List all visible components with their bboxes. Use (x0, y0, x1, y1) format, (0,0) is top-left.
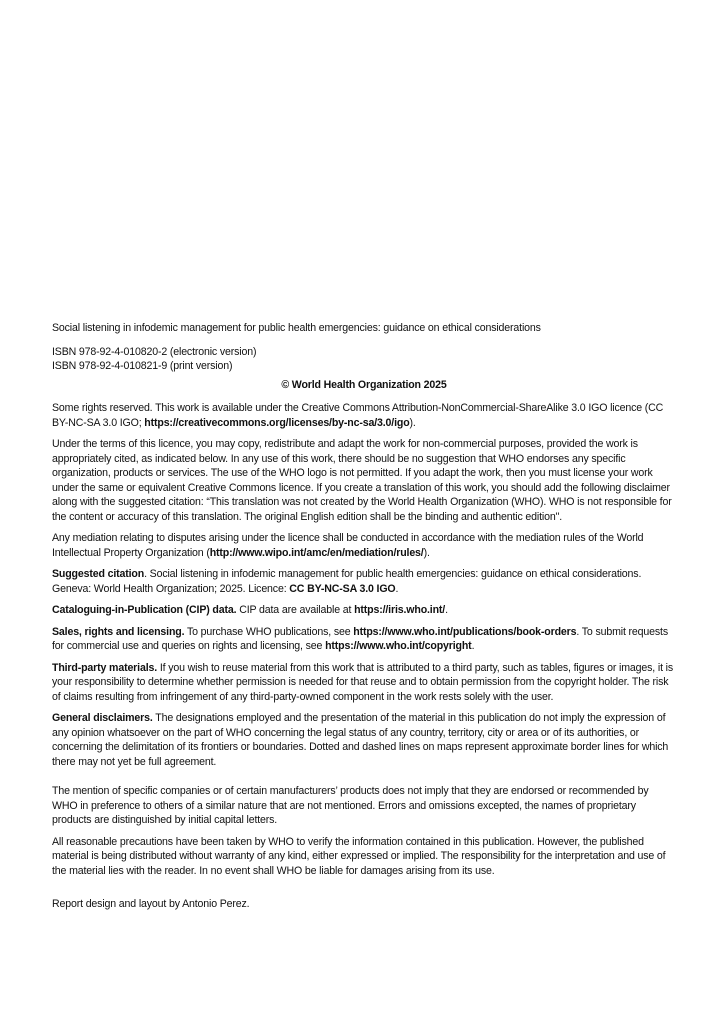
rights-end: ). (409, 416, 416, 429)
copyright-notice: © World Health Organization 2025 (281, 378, 447, 391)
third-party-heading: Third-party materials. (52, 661, 158, 674)
mediation-end: ). (423, 546, 430, 559)
citation-licence: CC BY-NC-SA 3.0 IGO (289, 582, 396, 595)
book-orders-link[interactable]: https://www.who.int/publications/book-orders (353, 625, 577, 638)
cip-text: CIP data are available at (236, 604, 355, 616)
third-party-text: If you wish to reuse material from this work that is attributed to a third party, such as tables, figures or images, it is your responsibility to determine whether permission is needed for that reuse and to obtain permission from the copyright holder. The risk of claims resulting from infringement of any third-party-owned component in the work rests solely with the user. (52, 661, 674, 703)
mediation-text: Any mediation relating to disputes arising under the licence shall be conducted in accordance with the mediation rules of the World Intellectual Property Organization ( (52, 532, 644, 559)
general-disclaimers-paragraph (52, 711, 676, 769)
general-disclaimers-heading: General disclaimers. (52, 712, 153, 724)
general-disclaimers-text: The designations employed and the presentation of the material in this publication do not imply the expression of any opinion whatsoever on the part of WHO concerning the legal status of any country, territory, city or area or of its authorities, or concerning the delimitation of its frontiers or boundaries. Dotted and dashed lines on maps represent approximate border lines for which there may not yet be full agreement. (52, 712, 669, 768)
citation-heading: Suggested citation (52, 568, 145, 580)
citation-text: . Social listening in infodemic management for public health emergencies: guidance on ethical considerations. Geneva: World Health Organization; 2025. Licence: (52, 568, 642, 595)
imprint-content (52, 321, 676, 919)
cip-end: . (445, 604, 448, 616)
mention-paragraph: The mention of specific companies or of certain manufacturers’ products does not imply that they are endorsed or recommended by WHO in preference to others of a similar nature that are not mentioned. Errors and omissions excepted, the names of proprietary products are distinguished by initial capital letters. (52, 785, 649, 826)
copyright-link[interactable]: https://www.who.int/copyright (325, 640, 472, 652)
sales-text-2: . To submit requests for commercial use and queries on rights and licensing, see (52, 625, 668, 652)
document-title: Social listening in infodemic management for public health emergencies: guidance on ethical considerations (52, 322, 541, 334)
iris-link[interactable]: https://iris.who.int/ (354, 604, 446, 616)
terms-paragraph: Under the terms of this licence, you may copy, redistribute and adapt the work for non-commercial purposes, provided the work is appropriately cited, as indicated below. In any use of this work, there should be no suggestion that WHO endorses any specific organization, products or services. The use of the WHO logo is not permitted. If you adapt the work, then you must license your work under the same or equivalent Creative Commons licence. If you create a translation of this work, you should add the following disclaimer along with the suggested citation: “This translation was not created by the World Health Organization (WHO). WHO is not responsible for the content or accuracy of this translation. The original English edition shall be the binding and authentic edition". (52, 438, 672, 523)
isbn-electronic: ISBN 978-92-4-010820-2 (electronic version) (52, 345, 257, 358)
citation-paragraph (52, 567, 676, 596)
rights-text: Some rights reserved. This work is available under the Creative Commons Attribution-NonCommercial-ShareAlike 3.0 IGO licence (CC BY-NC-SA 3.0 IGO; (52, 402, 664, 429)
creative-commons-link[interactable]: https://creativecommons.org/licenses/by-nc-sa/3.0/igo (144, 416, 410, 429)
mediation-paragraph (52, 531, 676, 560)
sales-end: . (471, 640, 475, 652)
precautions-paragraph: All reasonable precautions have been taken by WHO to verify the information contained in this publication. However, the published material is being distributed without warranty of any kind, either expressed or implied. The responsibility for the interpretation and use of the material lies with the reader. In no event shall WHO be liable for damages arising from its use. (52, 835, 666, 877)
citation-end: . (395, 582, 399, 595)
wipo-link[interactable]: http://www.wipo.int/amc/en/mediation/rules/ (209, 546, 424, 559)
report-credit: Report design and layout by Antonio Perez. (52, 898, 250, 910)
sales-heading: Sales, rights and licensing. (52, 625, 185, 638)
isbn-print: ISBN 978-92-4-010821-9 (print version) (52, 360, 233, 372)
sales-paragraph (52, 625, 676, 654)
sales-text-1: To purchase WHO publications, see (184, 625, 354, 638)
cip-heading: Cataloguing-in-Publication (CIP) data. (52, 604, 237, 616)
isbn-block (52, 345, 676, 374)
rights-paragraph (52, 401, 676, 430)
cip-paragraph (52, 603, 676, 618)
third-party-paragraph (52, 661, 676, 705)
